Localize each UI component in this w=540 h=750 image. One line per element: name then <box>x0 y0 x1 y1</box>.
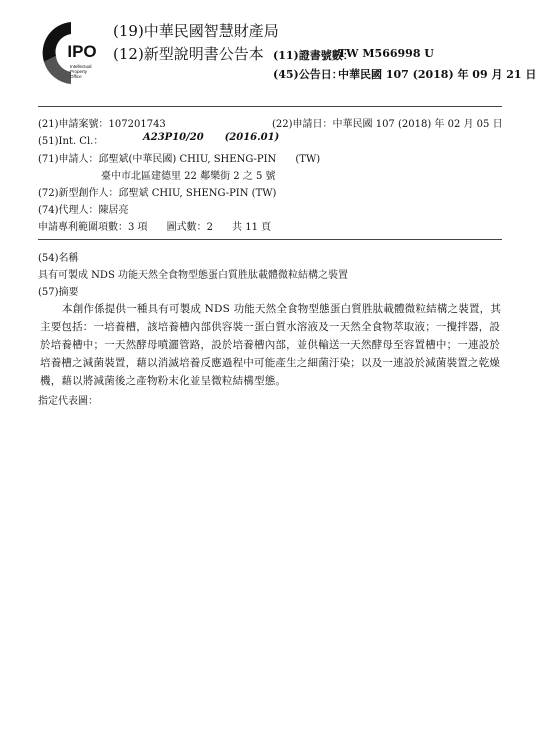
applicant-address: 臺中市北區建德里 22 鄰樂街 2 之 5 號 <box>101 171 276 182</box>
divider-bottom <box>38 239 502 240</box>
office-name: (19)中華民國智慧財產局 <box>113 22 279 40</box>
svg-text:Property: Property <box>70 69 88 74</box>
intcl-value: A23P10/20 (2016.01) <box>143 132 280 143</box>
svg-text:Intellectual: Intellectual <box>70 64 92 69</box>
intcl-label: (51)Int. Cl.： <box>38 136 104 147</box>
document-type: (12)新型說明書公告本 <box>113 45 264 63</box>
svg-text:Office: Office <box>70 74 82 79</box>
abstract-label: (57)摘要 <box>38 287 79 298</box>
certificate-label: (11)證書號數： <box>273 49 354 62</box>
applicant: (71)申請人：邱聖斌(中華民國) CHIU, SHENG-PIN (TW) <box>38 154 321 165</box>
certificate-number: TW M566998 U <box>338 47 434 60</box>
application-number: (21)申請案號：107201743 <box>38 119 166 130</box>
abstract-text: 本創作係提供一種具有可製成 NDS 功能天然全食物型態蛋白質胜肽載體微粒結構之裝置，其主要包括：一培養槽，該培養槽內部供容裝一蛋白質水溶液及一天然全食物萃取液；一攪拌器，設於培養槽中；一天然酵母噴灑管路，設於培養槽內部，並供輸送一天然酵母至容置槽中；一連設於培養槽之減菌裝置，藉以消滅培養反應過程中可能產生之細菌汙染；以及一連設於減菌裝置之乾燥機，藉以將減菌後之產物粉末化並呈微粒結構型態。 <box>40 303 502 387</box>
creator: (72)新型創作人：邱聖斌 CHIU, SHENG-PIN (TW) <box>38 188 277 199</box>
divider-top <box>38 106 502 107</box>
filing-date: (22)申請日：中華民國 107 (2018) 年 02 月 05 日 <box>272 119 503 130</box>
tipo-logo <box>36 18 106 88</box>
publication-date: 中華民國 107 (2018) 年 09 月 21 日 <box>338 68 537 81</box>
title-text: 具有可製成 NDS 功能天然全食物型態蛋白質胜肽載體微粒結構之裝置 <box>38 270 348 281</box>
svg-text:IPO: IPO <box>67 42 97 61</box>
representative-figure-label: 指定代表圖： <box>38 396 98 407</box>
title-label: (54)名稱 <box>38 253 79 264</box>
agent: (74)代理人：陳居亮 <box>38 205 129 216</box>
claim-counts: 申請專利範圍項數：3 項 圖式數：2 共 11 頁 <box>38 222 272 233</box>
publication-date-label: (45)公告日： <box>273 68 343 81</box>
